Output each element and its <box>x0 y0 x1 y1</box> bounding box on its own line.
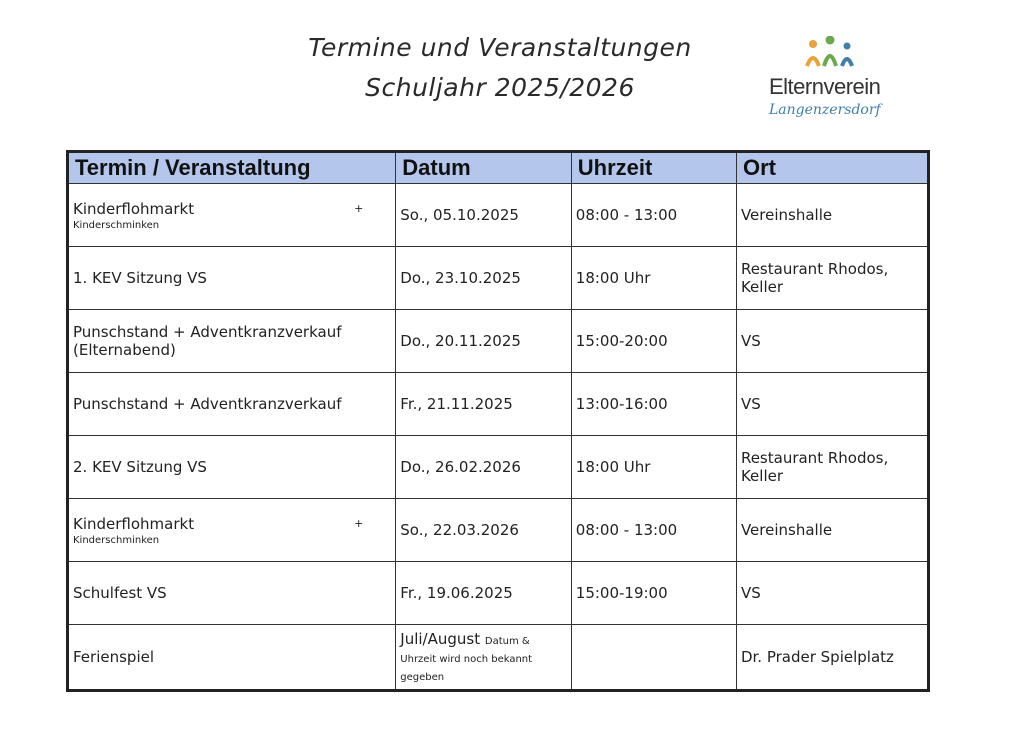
table-row <box>68 562 929 625</box>
event-name: Punschstand + Adventkranzverkauf (Elternabend) <box>73 323 342 359</box>
header-uhrzeit: Uhrzeit <box>571 152 736 184</box>
event-name: Kinderflohmarkt <box>73 514 195 533</box>
table-row <box>68 373 929 436</box>
table-row <box>68 247 929 310</box>
time-cell <box>571 625 736 691</box>
event-cell <box>68 499 396 562</box>
place-cell: Restaurant Rhodos, Keller <box>736 247 928 310</box>
date-cell: So., 22.03.2026 <box>396 499 572 562</box>
date-cell: So., 05.10.2025 <box>396 184 572 247</box>
event-name: 1. KEV Sitzung VS <box>73 269 207 287</box>
event-name: Schulfest VS <box>73 584 167 602</box>
event-cell <box>68 247 396 310</box>
people-icon <box>795 36 865 76</box>
place-cell: VS <box>736 562 928 625</box>
title-line-1: Termine und Veranstaltungen <box>308 33 692 62</box>
date-note: Datum & Uhrzeit wird noch bekannt gegeben <box>400 636 533 683</box>
time-cell: 18:00 Uhr <box>571 436 736 499</box>
logo-location: Langenzersdorf <box>769 102 881 118</box>
place-cell: VS <box>736 373 928 436</box>
elternverein-logo <box>765 36 905 126</box>
table-row <box>68 499 929 562</box>
header-termin: Termin / Veranstaltung <box>68 152 396 184</box>
table-row <box>68 310 929 373</box>
event-name: 2. KEV Sitzung VS <box>73 458 207 476</box>
date-cell: Do., 23.10.2025 <box>396 247 572 310</box>
page-title <box>250 28 750 108</box>
date-cell: Fr., 19.06.2025 <box>396 562 572 625</box>
event-cell <box>68 436 396 499</box>
time-cell: 08:00 - 13:00 <box>571 184 736 247</box>
event-cell: Ferienspiel <box>68 625 396 691</box>
event-sub: Kinderschminken <box>73 219 160 231</box>
event-name: Punschstand + Adventkranzverkauf <box>73 395 342 413</box>
table-header-row <box>68 152 929 184</box>
table-row <box>68 436 929 499</box>
event-sub: Kinderschminken <box>73 534 160 546</box>
time-cell: 15:00-19:00 <box>571 562 736 625</box>
table-row <box>68 184 929 247</box>
place-cell: Restaurant Rhodos, Keller <box>736 436 928 499</box>
event-cell <box>68 373 396 436</box>
date-main: Juli/August <box>400 630 481 648</box>
place-cell: VS <box>736 310 928 373</box>
event-cell <box>68 562 396 625</box>
place-cell: Dr. Prader Spielplatz <box>736 625 928 691</box>
time-cell: 18:00 Uhr <box>571 247 736 310</box>
place-cell: Vereinshalle <box>736 499 928 562</box>
event-name: Kinderflohmarkt <box>73 199 195 218</box>
header-datum: Datum <box>396 152 572 184</box>
time-cell: 08:00 - 13:00 <box>571 499 736 562</box>
date-cell: Fr., 21.11.2025 <box>396 373 572 436</box>
header-ort: Ort <box>736 152 928 184</box>
event-cell <box>68 310 396 373</box>
table-row <box>68 625 929 691</box>
logo-name: Elternverein <box>769 74 881 99</box>
event-plus: + <box>354 201 364 215</box>
time-cell: 13:00-16:00 <box>571 373 736 436</box>
event-cell <box>68 184 396 247</box>
title-line-2: Schuljahr 2025/2026 <box>365 73 635 102</box>
date-cell: Do., 20.11.2025 <box>396 310 572 373</box>
event-plus: + <box>354 516 364 530</box>
date-cell: Do., 26.02.2026 <box>396 436 572 499</box>
events-table <box>66 150 930 692</box>
time-cell: 15:00-20:00 <box>571 310 736 373</box>
date-cell <box>396 625 572 691</box>
place-cell: Vereinshalle <box>736 184 928 247</box>
